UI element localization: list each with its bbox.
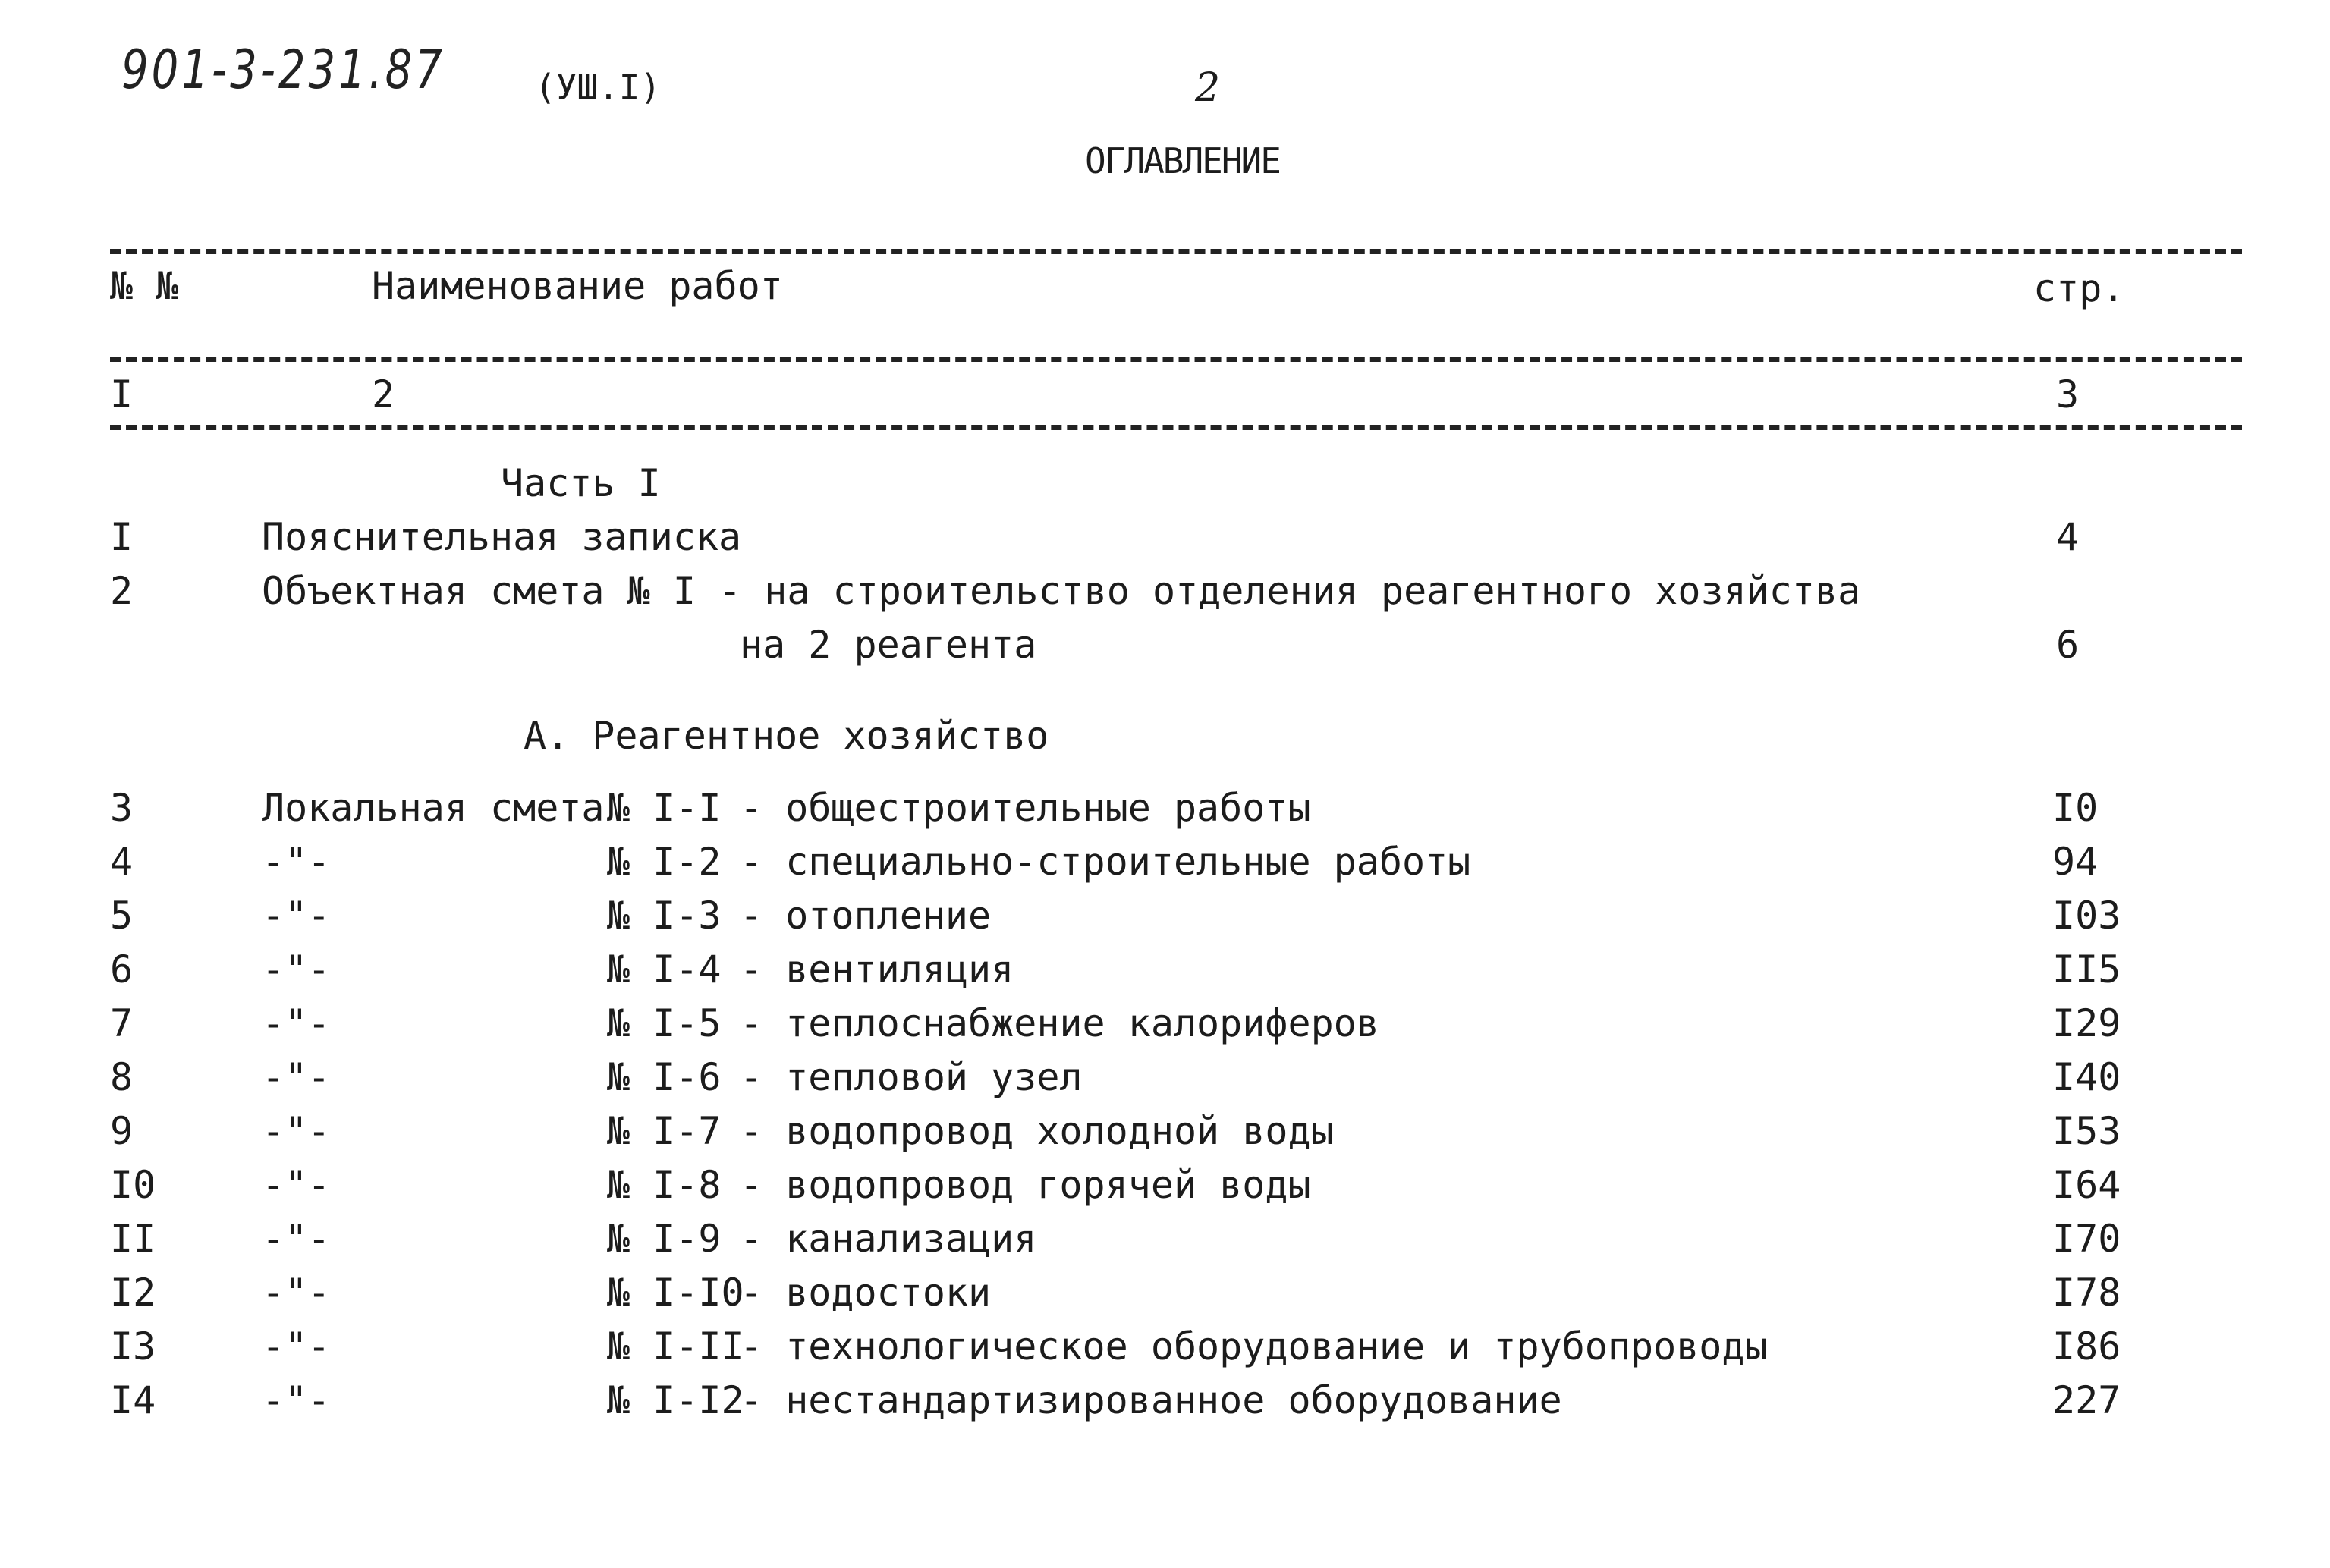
item-prefix: Локальная смета xyxy=(262,786,605,830)
item-name: - тепловой узел xyxy=(740,1055,1083,1099)
item-code: № I-3 xyxy=(607,894,722,938)
item-name: - водопровод горячей воды xyxy=(740,1163,1311,1207)
item-page: 4 xyxy=(2056,515,2080,559)
item-name: - вентиляция xyxy=(740,947,1014,991)
item-prefix: -"- xyxy=(262,1324,331,1368)
item-code: № I-II xyxy=(607,1324,744,1368)
item-prefix: -"- xyxy=(262,1378,331,1422)
item-number: I3 xyxy=(110,1324,156,1368)
item-number: I2 xyxy=(110,1271,156,1315)
page-title: ОГЛАВЛЕНИЕ xyxy=(1085,140,1280,181)
item-name: Объектная смета № I - на строительство отделения реагентного хозяйства xyxy=(262,569,1861,613)
item-page: II5 xyxy=(2052,947,2121,991)
item-prefix: -"- xyxy=(262,1001,331,1045)
item-number: II xyxy=(110,1217,156,1261)
item-prefix: -"- xyxy=(262,1055,331,1099)
item-name: - водостоки xyxy=(740,1271,992,1315)
item-number: I0 xyxy=(110,1163,156,1207)
item-code: № I-9 xyxy=(607,1217,722,1261)
item-prefix: -"- xyxy=(262,1163,331,1207)
page-number: 2 xyxy=(1195,65,1221,111)
item-page: I78 xyxy=(2052,1271,2121,1315)
album-number: (УШ.I) xyxy=(535,67,662,108)
column-number-2: 2 xyxy=(372,372,395,416)
part-heading: Часть I xyxy=(501,461,661,505)
item-name: Пояснительная записка xyxy=(262,515,742,559)
item-code: № I-I0 xyxy=(607,1271,744,1315)
item-page: I40 xyxy=(2052,1055,2121,1099)
col-header-number: № № xyxy=(110,264,179,308)
item-prefix: -"- xyxy=(262,1271,331,1315)
col-header-name: Наименование работ xyxy=(372,264,783,308)
item-code: № I-6 xyxy=(607,1055,722,1099)
item-page: I29 xyxy=(2052,1001,2121,1045)
section-heading: А. Реагентное хозяйство xyxy=(524,714,1049,758)
item-name: - канализация xyxy=(740,1217,1037,1261)
item-prefix: -"- xyxy=(262,947,331,991)
item-page: I03 xyxy=(2052,894,2121,938)
item-number: 8 xyxy=(110,1055,134,1099)
divider-header xyxy=(110,357,2242,362)
item-code: № I-2 xyxy=(607,840,722,884)
item-prefix: -"- xyxy=(262,1109,331,1153)
item-name: - специально-строительные работы xyxy=(740,840,1471,884)
column-number-1: I xyxy=(110,372,134,416)
item-number: 4 xyxy=(110,840,134,884)
item-page: I0 xyxy=(2052,786,2099,830)
item-code: № I-I2 xyxy=(607,1378,744,1422)
item-prefix: -"- xyxy=(262,1217,331,1261)
item-page: I64 xyxy=(2052,1163,2121,1207)
col-header-page: стр. xyxy=(2033,266,2125,310)
document-code: 901-3-231.87 xyxy=(121,39,445,102)
item-code: № I-I xyxy=(607,786,722,830)
item-prefix: -"- xyxy=(262,840,331,884)
item-prefix: -"- xyxy=(262,894,331,938)
item-page: 227 xyxy=(2052,1378,2121,1422)
item-name: - нестандартизированное оборудование xyxy=(740,1378,1562,1422)
item-page: 94 xyxy=(2052,840,2099,884)
item-name: - теплоснабжение калориферов xyxy=(740,1001,1379,1045)
item-code: № I-7 xyxy=(607,1109,722,1153)
item-name: - общестроительные работы xyxy=(740,786,1311,830)
item-number: I xyxy=(110,515,134,559)
item-number: 2 xyxy=(110,569,134,613)
item-number: 7 xyxy=(110,1001,134,1045)
column-number-3: 3 xyxy=(2056,372,2080,416)
item-number: 9 xyxy=(110,1109,134,1153)
item-page: I53 xyxy=(2052,1109,2121,1153)
item-number: I4 xyxy=(110,1378,156,1422)
item-number: 3 xyxy=(110,786,134,830)
item-code: № I-5 xyxy=(607,1001,722,1045)
item-page: I70 xyxy=(2052,1217,2121,1261)
divider-top xyxy=(110,249,2242,254)
item-name: - технологическое оборудование и трубопроводы xyxy=(740,1324,1768,1368)
item-code: № I-4 xyxy=(607,947,722,991)
item-code: № I-8 xyxy=(607,1163,722,1207)
divider-numbers xyxy=(110,425,2242,430)
item-name-continuation: на 2 реагента xyxy=(740,623,1037,667)
item-name: - водопровод холодной воды xyxy=(740,1109,1334,1153)
item-page: I86 xyxy=(2052,1324,2121,1368)
item-number: 6 xyxy=(110,947,134,991)
item-number: 5 xyxy=(110,894,134,938)
item-page: 6 xyxy=(2056,623,2080,667)
item-name: - отопление xyxy=(740,894,992,938)
